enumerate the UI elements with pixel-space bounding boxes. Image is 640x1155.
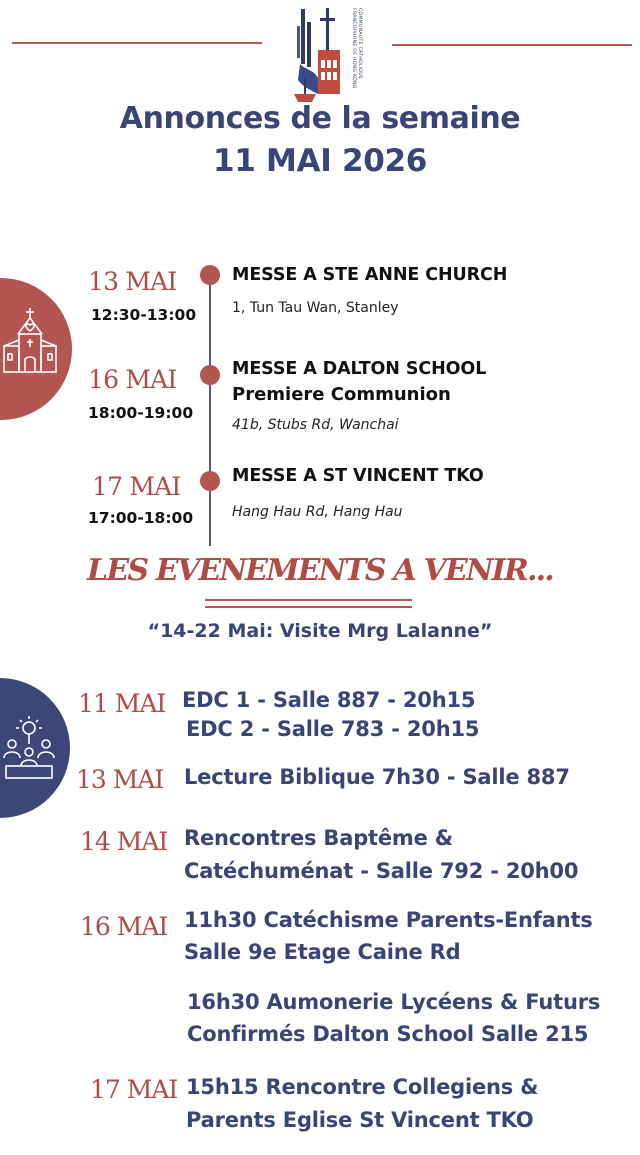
mass-time: 18:00-19:00 [88,404,194,422]
mass-address: 41b, Stubs Rd, Wanchai [232,417,399,433]
page-title: Annonces de la semaine [119,101,521,136]
timeline-line [209,274,211,546]
announcement-date: 14 MAI [80,827,168,856]
timeline-dot [200,365,220,385]
announcement-text: Rencontres Baptême & [184,826,453,850]
mass-title: MESSE A STE ANNE CHURCH [232,265,508,285]
mass-date: 17 MAI [92,472,181,501]
mass-date: 16 MAI [88,365,177,394]
heading-rule-bottom [205,606,412,608]
header-rule-left [12,42,262,44]
announcement-date: 13 MAI [76,765,164,794]
mass-time: 17:00-18:00 [88,509,194,527]
announcement-text: 16h30 Aumonerie Lycéens & Futurs [187,990,601,1014]
announcement-text: 11h30 Catéchisme Parents-Enfants [184,908,593,932]
timeline-dot [200,471,220,491]
mass-time: 12:30-13:00 [91,306,197,324]
announcement-text: 15h15 Rencontre Collegiens & [186,1075,539,1099]
announcement-text: Confirmés Dalton School Salle 215 [187,1022,589,1046]
mass-title: MESSE A ST VINCENT TKO [232,466,484,486]
announcement-date: 16 MAI [80,912,168,941]
announcement-text: Salle 9e Etage Caine Rd [184,940,461,964]
mass-subtitle: Premiere Communion [232,384,451,405]
highlight-quote: “14-22 Mai: Visite Mrg Lalanne” [147,620,493,642]
announcement-text: EDC 2 - Salle 783 - 20h15 [186,717,480,741]
announcement-text: Catéchuménat - Salle 792 - 20h00 [184,859,579,883]
church-icon [0,306,60,374]
announcement-text: EDC 1 - Salle 887 - 20h15 [182,688,476,712]
heading-rule-top [205,599,412,601]
mass-date: 13 MAI [88,267,177,296]
announcement-date: 17 MAI [90,1075,178,1104]
mass-address: 1, Tun Tau Wan, Stanley [232,300,399,316]
timeline-dot [200,265,220,285]
logo-text: COMMUNAUTE CATHOLIQUE FRANCOPHONE DE HONG KONG [351,8,362,89]
mass-title: MESSE A DALTON SCHOOL [232,359,487,379]
announcement-date: 11 MAI [78,689,166,718]
upcoming-heading: LES EVENEMENTS A VENIR... [87,553,553,588]
people-meeting-icon [0,714,58,780]
header-rule-right [392,44,632,46]
announcement-text: Parents Eglise St Vincent TKO [186,1108,534,1132]
mass-address: Hang Hau Rd, Hang Hau [232,504,403,520]
announcement-text: Lecture Biblique 7h30 - Salle 887 [184,765,570,789]
page-date: 11 MAI 2026 [212,143,428,179]
